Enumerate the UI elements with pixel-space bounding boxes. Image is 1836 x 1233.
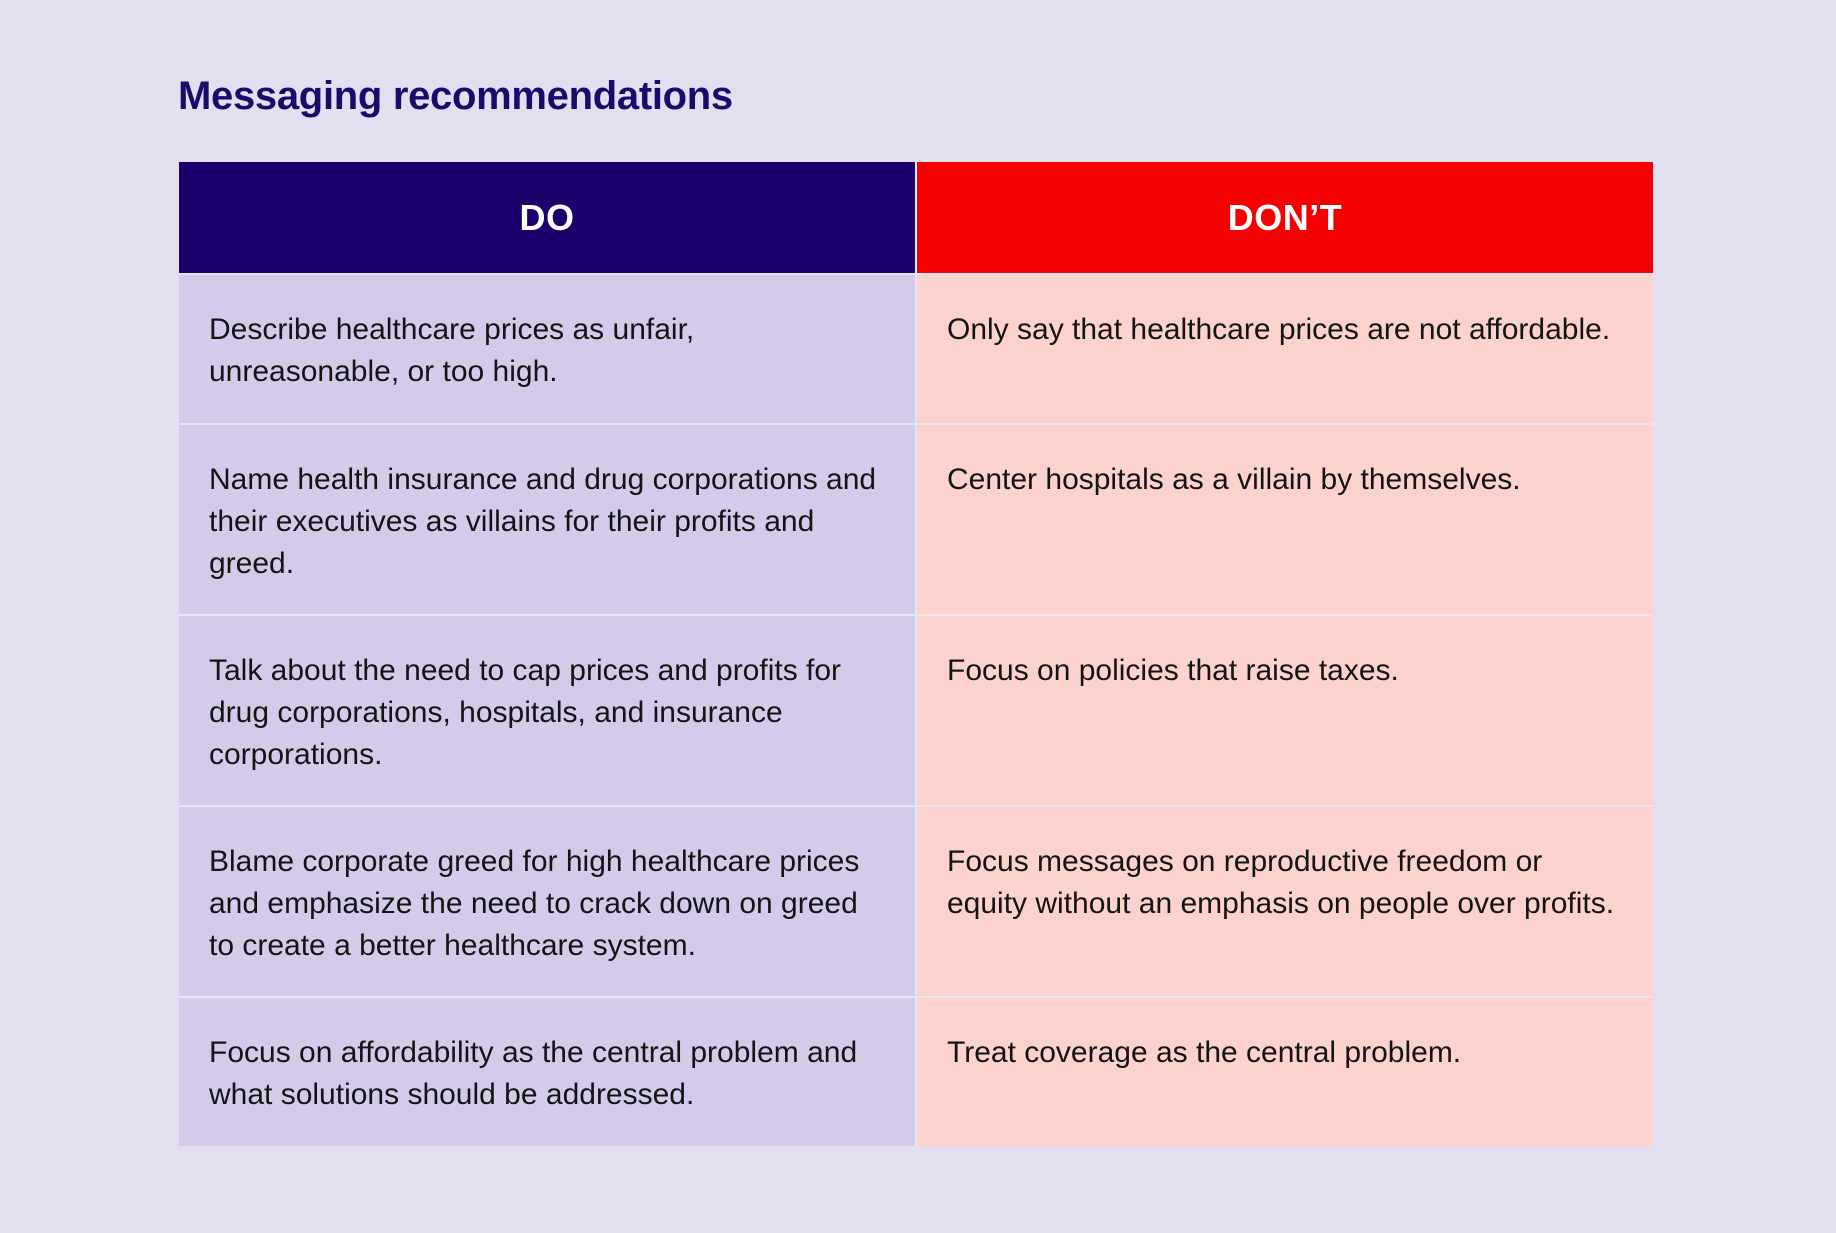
dont-cell-5: Treat coverage as the central problem. (917, 998, 1653, 1146)
dont-cell-4: Focus messages on reproductive freedom or equity without an emphasis on people over profits. (917, 807, 1653, 996)
dont-cell-3: Focus on policies that raise taxes. (917, 616, 1653, 805)
dont-column-header: DON’T (917, 162, 1653, 273)
do-cell-4: Blame corporate greed for high healthcare prices and emphasize the need to crack down on greed to create a better healthcare system. (179, 807, 915, 996)
dont-cell-2: Center hospitals as a villain by themselves. (917, 425, 1653, 614)
do-cell-2: Name health insurance and drug corporations and their executives as villains for their profits and greed. (179, 425, 915, 614)
dont-cell-1: Only say that healthcare prices are not affordable. (917, 275, 1653, 423)
page-title: Messaging recommendations (178, 74, 733, 118)
do-cell-3: Talk about the need to cap prices and profits for drug corporations, hospitals, and insurance corporations. (179, 616, 915, 805)
do-cell-5: Focus on affordability as the central problem and what solutions should be addressed. (179, 998, 915, 1146)
do-column-header: DO (179, 162, 915, 273)
recommendations-table (179, 162, 1653, 1146)
do-cell-1: Describe healthcare prices as unfair, unreasonable, or too high. (179, 275, 915, 423)
